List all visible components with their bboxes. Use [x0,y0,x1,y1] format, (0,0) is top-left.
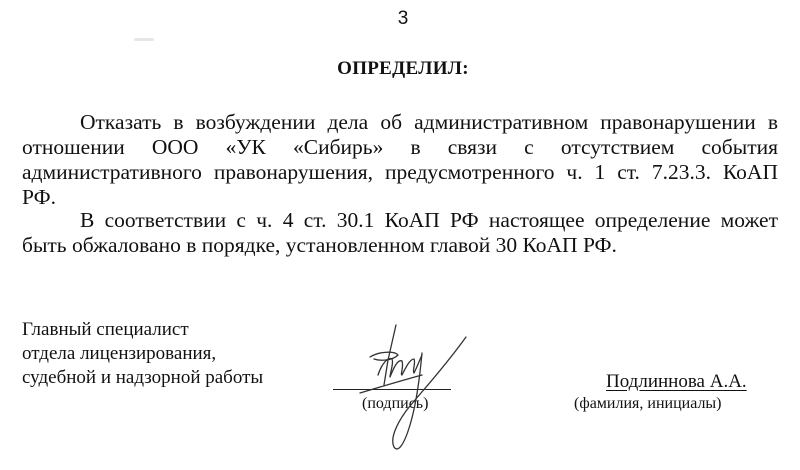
position-line: Главный специалист [22,319,189,340]
section-heading: ОПРЕДЕЛИЛ: [337,58,469,79]
signatory-name: Подлиннова А.А. [606,371,747,392]
position-line: отдела лицензирования, [22,343,217,364]
page-number: 3 [397,8,409,29]
paragraph-appeal [22,208,778,258]
paragraph-line: административного правонарушения, предусмотренного ч. 1 ст. 7.23.3. КоАП [22,160,778,184]
scan-smudge [134,38,154,41]
signatory-position [22,318,263,390]
paragraph-line: В соответствии с ч. 4 ст. 30.1 КоАП РФ настоящее определение может [80,208,778,232]
handwritten-signature-icon [340,315,480,455]
paragraph-line: отношении ООО «УК «Сибирь» в связи с отсутствием события [22,135,778,159]
name-caption: (фамилия, инициалы) [574,395,722,412]
position-line: судебной и надзорной работы [22,367,264,388]
paragraph-line: быть обжаловано в порядке, установленном главой 30 КоАП РФ. [22,233,617,257]
paragraph-line: РФ. [22,185,56,209]
signature-caption: (подпись) [362,395,429,412]
paragraph-line: Отказать в возбуждении дела об административном правонарушении в [80,110,778,134]
paragraph-decision [22,110,778,210]
